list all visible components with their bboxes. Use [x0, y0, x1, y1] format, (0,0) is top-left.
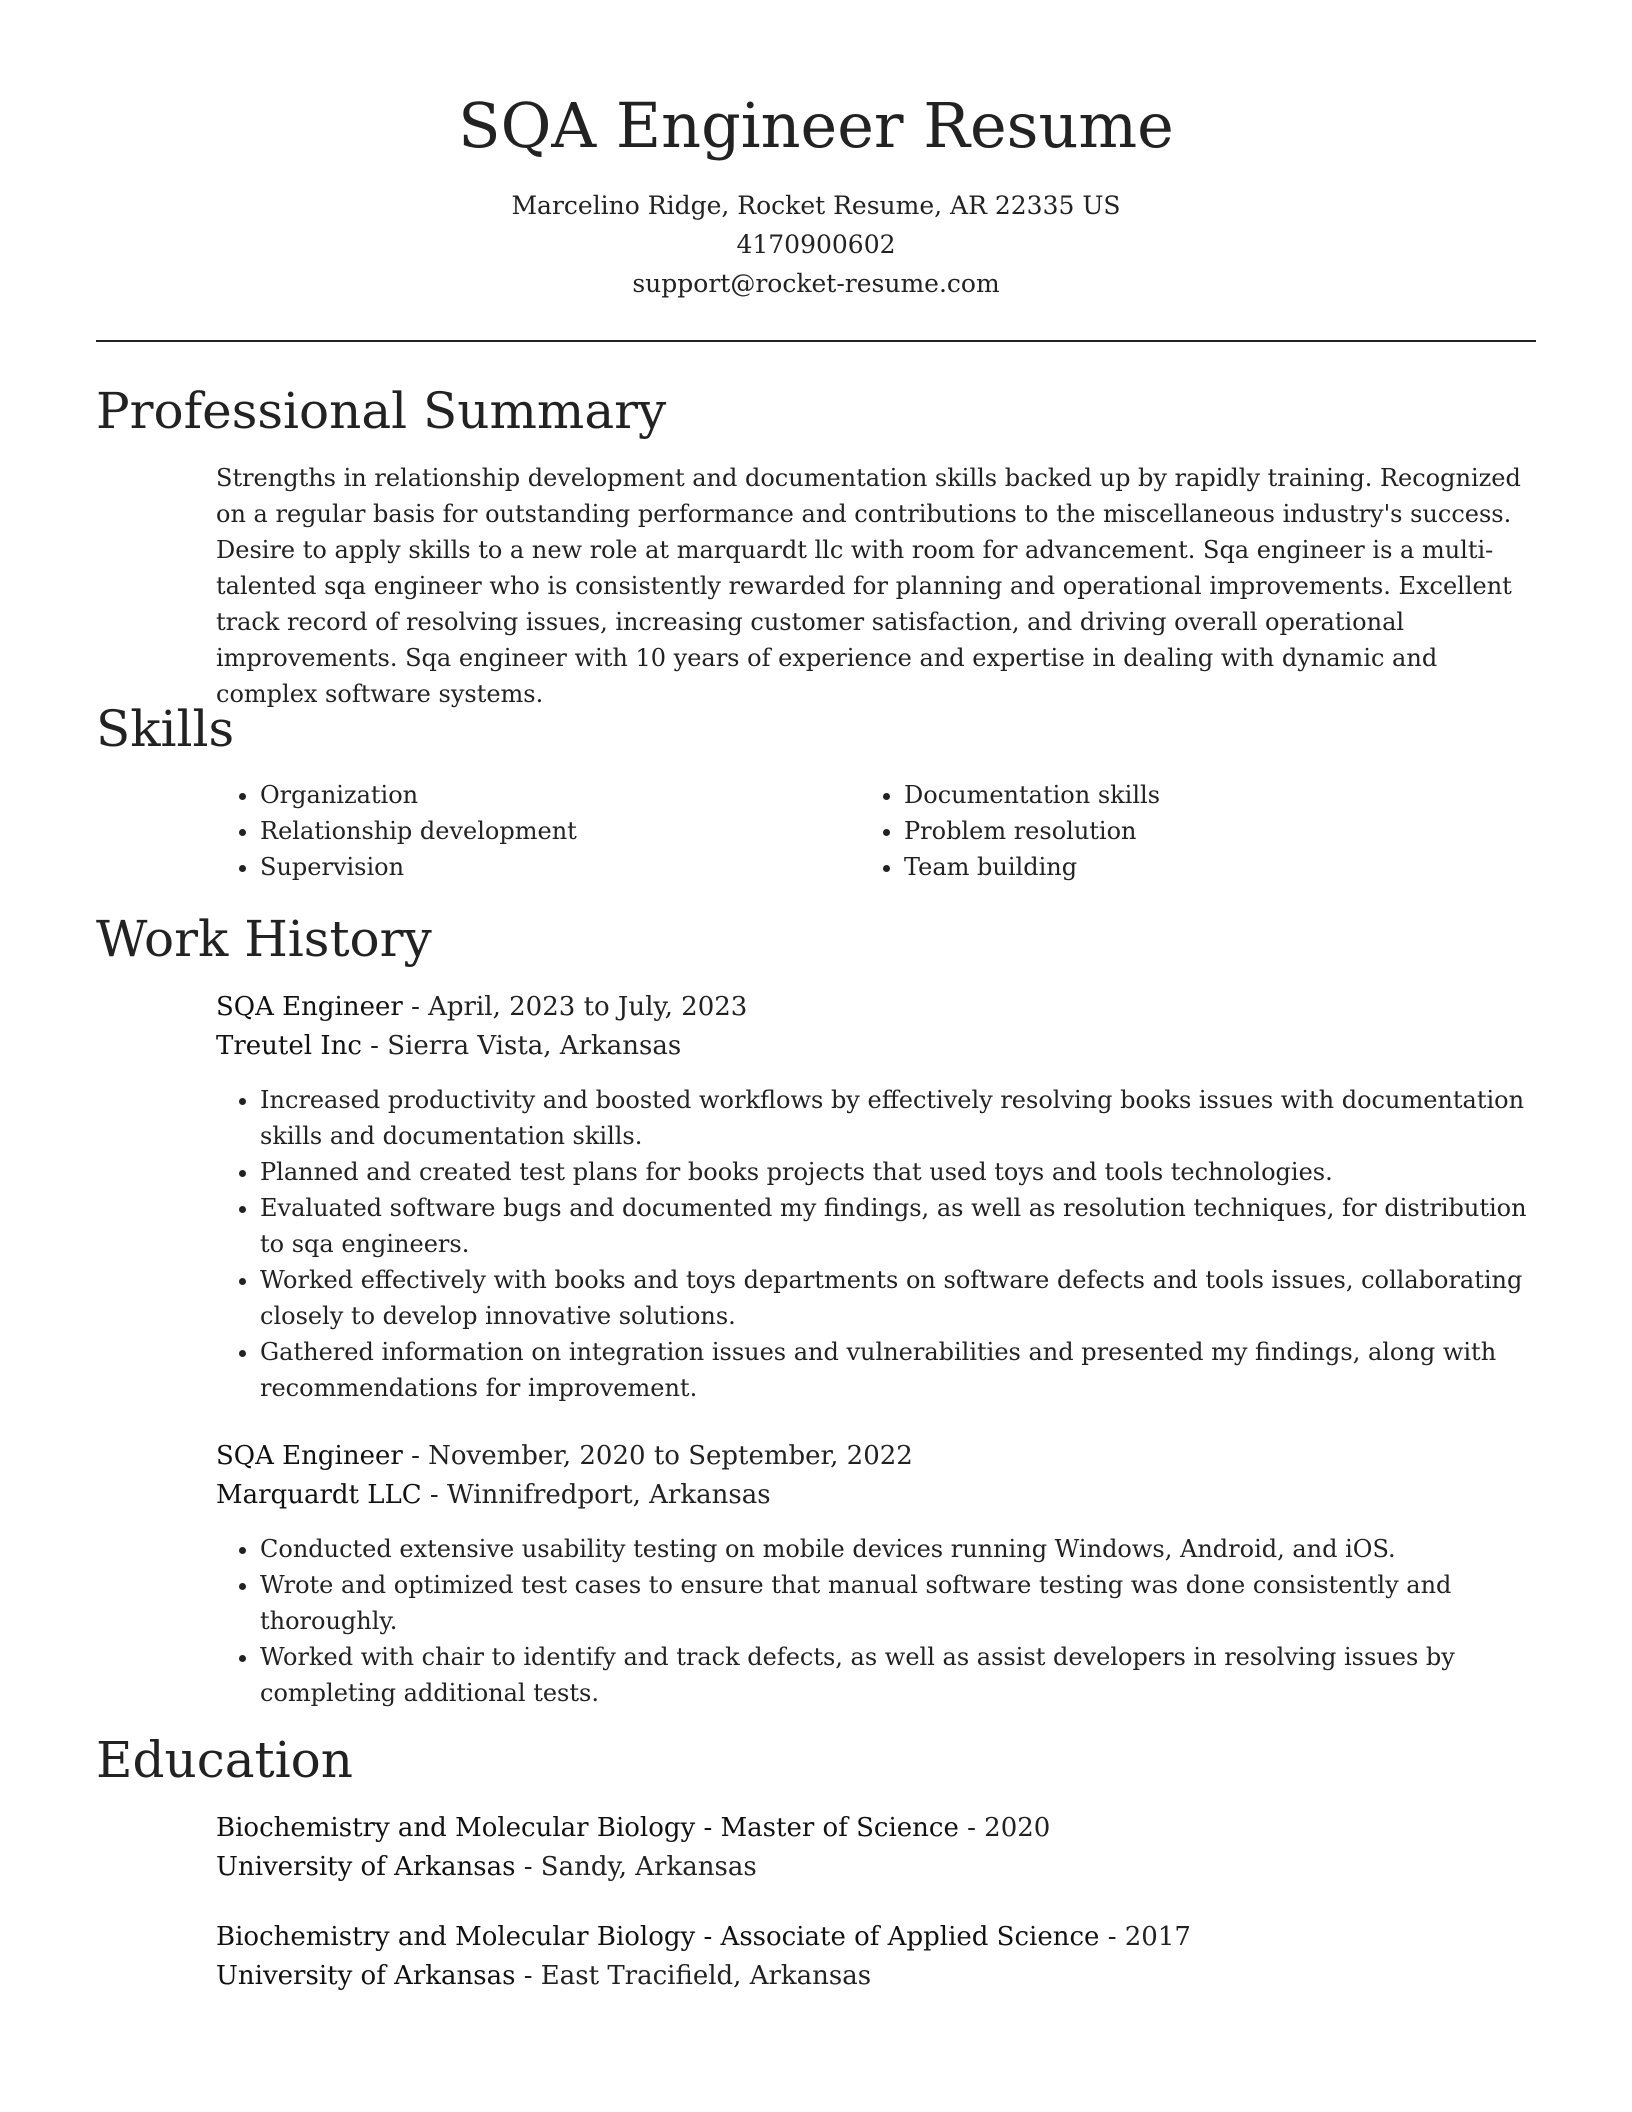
phone: 4170900602: [736, 230, 896, 259]
education-entry: [216, 1809, 1536, 1887]
resume-header: [0, 0, 1632, 303]
work-heading: Work History: [96, 910, 432, 968]
company-location: - Sierra Vista, Arkansas: [361, 1031, 682, 1061]
job-bullet: • Planned and created test plans for books projects that used toys and tools technologies.: [260, 1154, 1536, 1190]
job-company-line: [216, 1027, 1536, 1066]
education-entry: [216, 1918, 1536, 1996]
address: Marcelino Ridge, Rocket Resume, AR 22335 US: [511, 191, 1121, 220]
job-company-line: [216, 1476, 1536, 1515]
header-divider: [96, 340, 1536, 342]
summary-heading: Professional Summary: [96, 382, 667, 440]
school-line: [216, 1957, 1536, 1996]
skill-item: • Team building: [904, 849, 1460, 885]
job-bullet: • Evaluated software bugs and documented my findings, as well as resolution techniques, for distribution to sqa engineers.: [260, 1190, 1536, 1262]
job-title: SQA Engineer: [216, 992, 403, 1022]
skills-heading: Skills: [96, 700, 235, 758]
school-line: [216, 1848, 1536, 1887]
degree-line: [216, 1809, 1536, 1848]
job-bullet: • Gathered information on integration issues and vulnerabilities and presented my findings, along with recommendations for improvement.: [260, 1334, 1536, 1406]
job-entry: [216, 1437, 1536, 1711]
skill-item: • Organization: [260, 777, 816, 813]
skill-item: • Supervision: [260, 849, 816, 885]
skill-item: • Relationship development: [260, 813, 816, 849]
job-bullet: • Worked with chair to identify and track defects, as well as assist developers in resolving issues by completing additional tests.: [260, 1639, 1536, 1711]
job-bullets: [216, 1531, 1536, 1711]
summary-text: Strengths in relationship development and documentation skills backed up by rapidly training. Recognized on a regular basis for outstanding performance and contributions to the miscellaneous industry's success. Desire to apply skills to a new role at marquardt llc with room for advancement. Sqa engineer is a multi-talented sqa engineer who is consistently rewarded for planning and operational improvements. Excellent track record of resolving issues, increasing customer satisfaction, and driving overall operational improvements. Sqa engineer with 10 years of experience and expertise in dealing with dynamic and complex software systems.: [216, 464, 1521, 708]
skill-item: • Documentation skills: [904, 777, 1460, 813]
skills-column-right: [860, 777, 1460, 885]
job-title-line: [216, 988, 1536, 1027]
school-location: - Sandy, Arkansas: [515, 1852, 757, 1882]
resume-title: SQA Engineer Resume: [458, 89, 1174, 162]
degree-line: [216, 1918, 1536, 1957]
job-bullet: • Conducted extensive usability testing on mobile devices running Windows, Android, and iOS.: [260, 1531, 1536, 1567]
job-title-line: [216, 1437, 1536, 1476]
job-dates: - November, 2020 to September, 2022: [402, 1441, 913, 1471]
job-title: SQA Engineer: [216, 1441, 403, 1471]
education-heading: Education: [96, 1731, 353, 1789]
degree-year: - 2020: [958, 1813, 1051, 1843]
job-bullets: [216, 1082, 1536, 1406]
job-bullet: • Worked effectively with books and toys departments on software defects and tools issues, collaborating closely to develop innovative solutions.: [260, 1262, 1536, 1334]
skill-item: • Problem resolution: [904, 813, 1460, 849]
school-location: - East Tracifield, Arkansas: [515, 1961, 872, 1991]
skills-column-left: [216, 777, 816, 885]
degree: Biochemistry and Molecular Biology - Associate of Applied Science: [216, 1922, 1100, 1952]
company-location: - Winnifredport, Arkansas: [421, 1480, 771, 1510]
school-name: University of Arkansas: [216, 1961, 516, 1991]
job-bullet: • Increased productivity and boosted workflows by effectively resolving books issues with documentation skills and documentation skills.: [260, 1082, 1536, 1154]
email: support@rocket-resume.com: [632, 269, 1000, 298]
job-entry: [216, 988, 1536, 1406]
contact-info: [0, 186, 1632, 303]
job-bullet: • Wrote and optimized test cases to ensure that manual software testing was done consistently and thoroughly.: [260, 1567, 1536, 1639]
degree-year: - 2017: [1099, 1922, 1191, 1952]
job-dates: - April, 2023 to July, 2023: [402, 992, 748, 1022]
company-name: Treutel Inc: [216, 1031, 362, 1061]
company-name: Marquardt LLC: [216, 1480, 422, 1510]
degree: Biochemistry and Molecular Biology - Master of Science: [216, 1813, 959, 1843]
school-name: University of Arkansas: [216, 1852, 516, 1882]
